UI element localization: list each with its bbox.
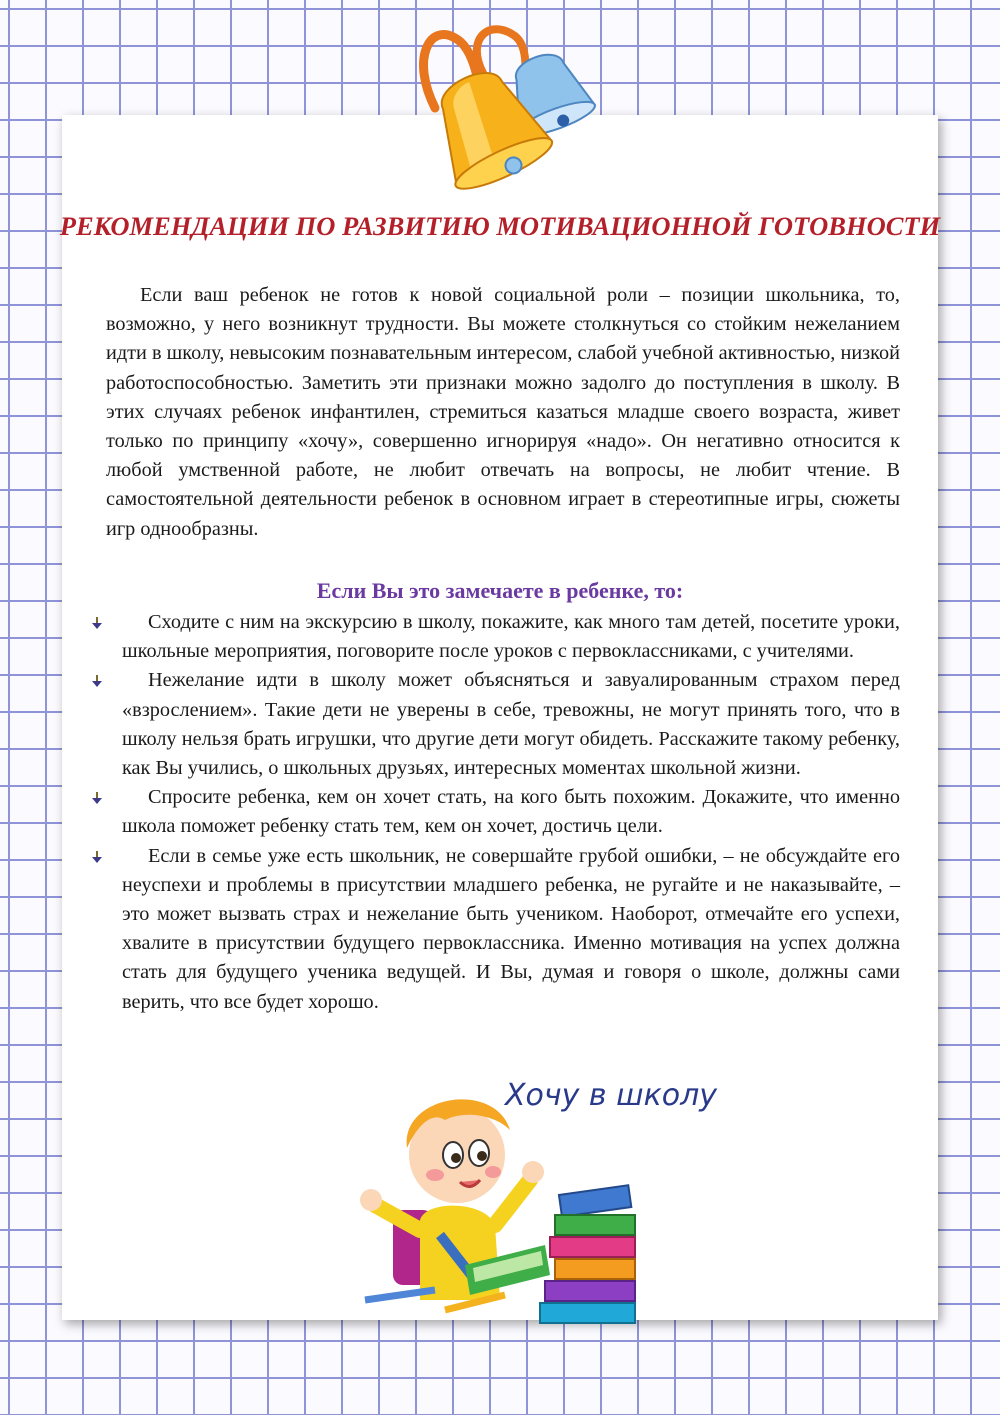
tip-text: Сходите с ним на экскурсию в школу, покажите, как много там детей, посетите уроки, школьные мероприятия, поговорите после уроков с первоклассниками, с учителями.	[122, 611, 900, 663]
tip-text: Нежелание идти в школу может объясняться и завуалированным страхом перед «взрослением». Такие дети не уверены в себе, тревожны, не могут принять того, что в школу нельзя брать игрушки, что другие дети могут обидеть. Расскажите такому ребенку, как Вы учились, о школьных друзьях, интересных моментах школьной жизни.	[122, 669, 900, 780]
school-bells-icon	[405, 18, 615, 218]
list-item	[90, 842, 900, 1017]
recommendations-subheading: Если Вы это замечаете в ребенке, то:	[316, 578, 684, 603]
caption-text: Хочу в школу	[505, 1078, 717, 1113]
list-item	[90, 783, 900, 841]
arrow-bullet-icon	[90, 791, 104, 805]
page-title: РЕКОМЕНДАЦИИ ПО РАЗВИТИЮ МОТИВАЦИОННОЙ ГОТОВНОСТИ	[59, 211, 941, 241]
arrow-bullet-icon	[90, 674, 104, 688]
intro-paragraph: Если ваш ребенок не готов к новой социальной роли – позиции школьника, то, возможно, у него возникнут трудности. Вы можете столкнуться со стойким нежеланием идти в школу, невысоким познавательным интересом, слабой учебной активностью, низкой работоспособностью. Заметить эти признаки можно задолго до поступления в школу. В этих случаях ребенок инфантилен, стремиться казаться младше своего возраста, живет только по принципу «хочу», совершенно игнорируя «надо». Он негативно относится к любой умственной работе, не любит отвечать на вопросы, не любит чтение. В самостоятельной деятельности ребенок в основном играет в стереотипные игры, сюжеты игр однообразны.	[106, 284, 900, 540]
arrow-bullet-icon	[90, 850, 104, 864]
child-with-books-illustration	[345, 1060, 717, 1325]
list-item	[90, 666, 900, 783]
tips-list	[90, 608, 900, 1017]
list-item	[90, 608, 900, 666]
tip-text: Если в семье уже есть школьник, не совершайте грубой ошибки, – не обсуждайте его неуспехи и проблемы в присутствии младшего ребенка, не ругайте и не наказывайте, – это может вызвать страх и нежелание быть учеником. Наоборот, отмечайте его успехи, хвалите в присутствии будущего первоклассника. Именно мотивация на успех должна стать для будущего ученика ведущей. И Вы, думая и говоря о школе, должны сами верить, что все будет хорошо.	[122, 844, 900, 1013]
tip-text: Спросите ребенка, кем он хочет стать, на кого быть похожим. Докажите, что именно школа поможет ребенку стать тем, кем он хочет, достичь цели.	[122, 786, 900, 838]
arrow-bullet-icon	[90, 616, 104, 630]
